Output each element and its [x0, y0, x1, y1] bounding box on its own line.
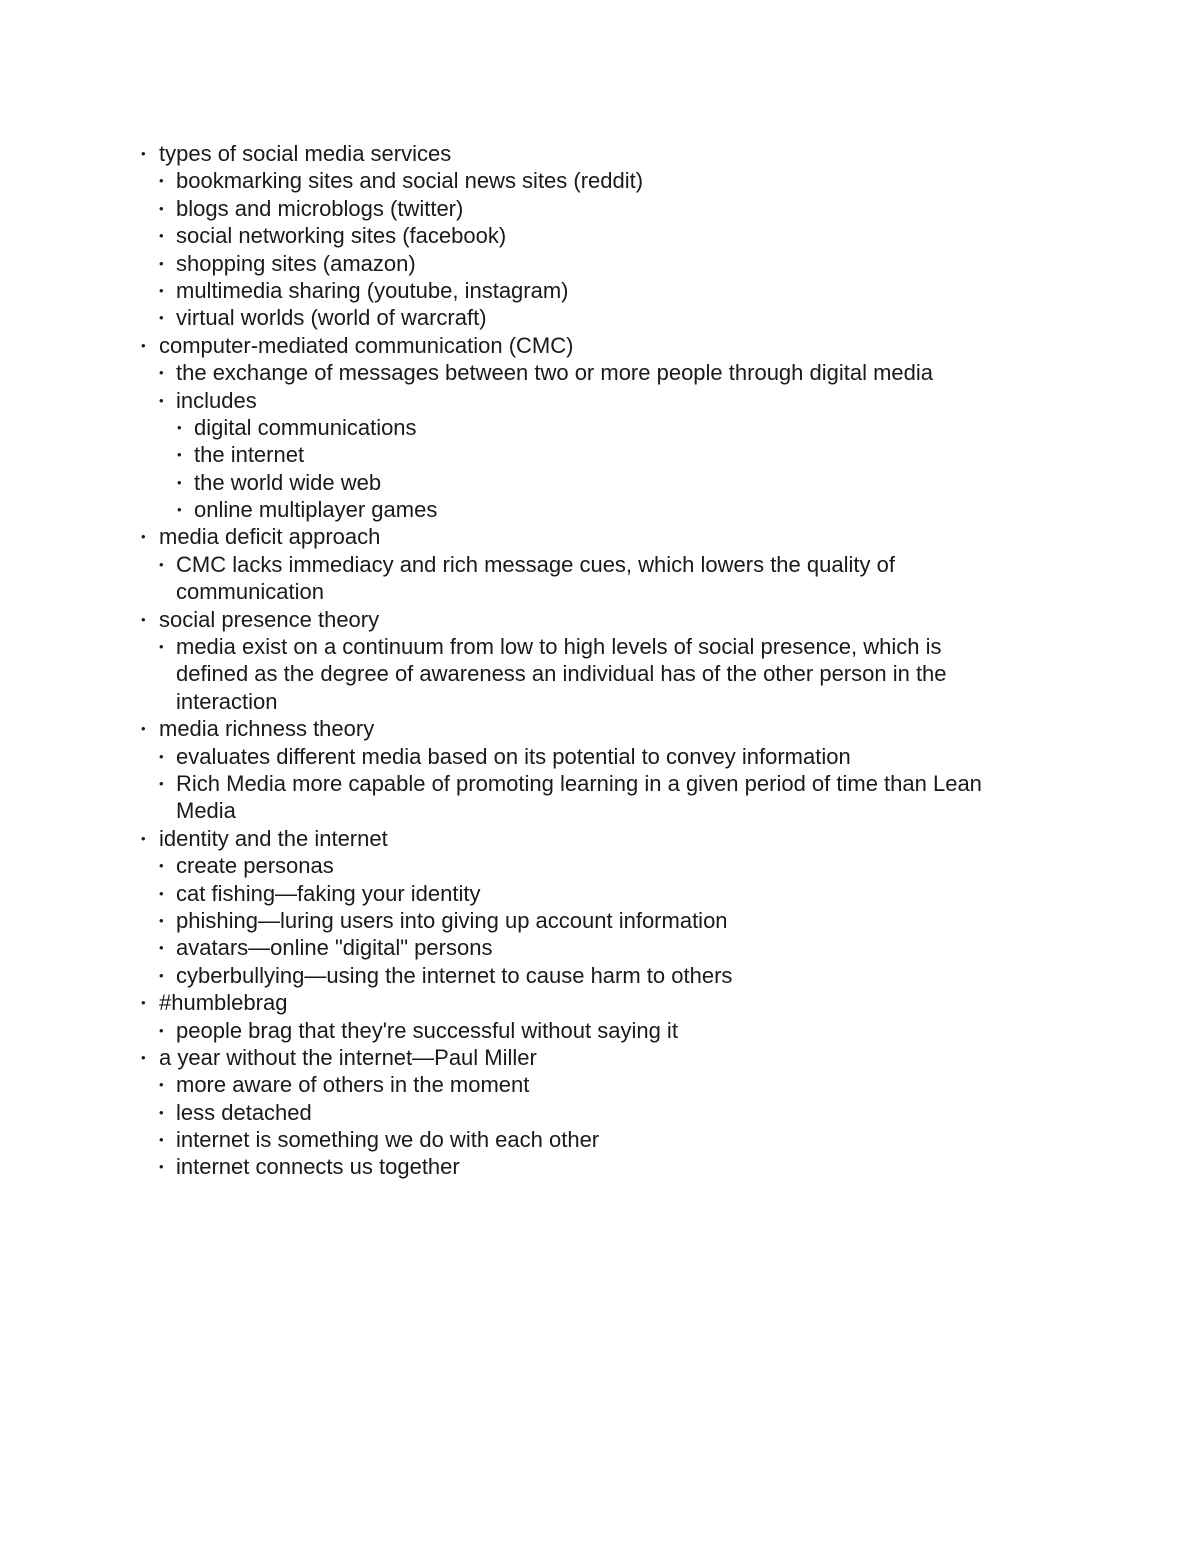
bullet-icon: •: [159, 1132, 164, 1148]
bullet-icon: •: [141, 337, 146, 353]
list-item-text: the world wide web: [194, 469, 382, 495]
list-item: [0, 304, 1200, 331]
list-item: [0, 496, 1200, 523]
bullet-icon: •: [159, 885, 164, 901]
list-item-text: virtual worlds (world of warcraft): [176, 305, 487, 331]
list-item: [0, 195, 1200, 222]
bullet-icon: •: [159, 556, 164, 572]
list-item-continuation: [0, 660, 1200, 687]
list-item-text: defined as the degree of awareness an individual has of the other person in the: [176, 661, 947, 687]
list-item: [0, 715, 1200, 742]
list-item-text: CMC lacks immediacy and rich message cues, which lowers the quality of: [176, 551, 895, 577]
list-item-text: identity and the internet: [159, 825, 388, 851]
list-item-text: people brag that they're successful without saying it: [176, 1017, 678, 1043]
list-item: [0, 523, 1200, 550]
list-item: [0, 633, 1200, 660]
list-item: [0, 167, 1200, 194]
list-item-text: bookmarking sites and social news sites (reddit): [176, 168, 644, 194]
list-item: [0, 359, 1200, 386]
bullet-icon: •: [159, 310, 164, 326]
list-item-text: media deficit approach: [159, 524, 381, 550]
bullet-icon: •: [159, 639, 164, 655]
list-item-text: more aware of others in the moment: [176, 1072, 530, 1098]
bullet-icon: •: [177, 447, 182, 463]
list-item-text: avatars—online "digital" persons: [176, 935, 493, 961]
list-item: [0, 770, 1200, 797]
list-item-continuation: [0, 797, 1200, 824]
bullet-icon: •: [159, 967, 164, 983]
list-item-text: Rich Media more capable of promoting learning in a given period of time than Lean: [176, 770, 982, 796]
bullet-icon: •: [141, 146, 146, 161]
list-item: [0, 880, 1200, 907]
list-item: [0, 1126, 1200, 1153]
bullet-icon: •: [159, 255, 164, 271]
list-item-text: computer-mediated communication (CMC): [159, 332, 574, 358]
bullet-icon: •: [177, 502, 182, 518]
list-item: [0, 989, 1200, 1016]
list-item: [0, 1044, 1200, 1071]
list-item: [0, 962, 1200, 989]
list-item-text: social presence theory: [159, 606, 380, 632]
bullet-icon: •: [141, 721, 146, 737]
list-item: [0, 277, 1200, 304]
list-item: [0, 140, 1200, 167]
document-outline: [0, 140, 1200, 1181]
list-item: [0, 551, 1200, 578]
list-item-text: shopping sites (amazon): [176, 250, 416, 276]
list-item: [0, 1153, 1200, 1180]
list-item: [0, 1017, 1200, 1044]
list-item-text: multimedia sharing (youtube, instagram): [176, 277, 569, 303]
list-item-text: internet is something we do with each other: [176, 1127, 600, 1153]
list-item-text: phishing—luring users into giving up account information: [176, 907, 728, 933]
list-item-text: internet connects us together: [176, 1154, 460, 1180]
list-item: [0, 332, 1200, 359]
list-item-text: the exchange of messages between two or more people through digital media: [176, 360, 934, 386]
list-item-text: less detached: [176, 1099, 312, 1125]
bullet-icon: •: [141, 529, 146, 545]
list-item-text: types of social media services: [159, 141, 452, 166]
bullet-icon: •: [159, 1159, 164, 1175]
bullet-icon: •: [159, 775, 164, 791]
list-item-text: blogs and microblogs (twitter): [176, 195, 464, 221]
bullet-icon: •: [159, 392, 164, 408]
list-item-text: includes: [176, 387, 257, 413]
list-item-text: social networking sites (facebook): [176, 223, 507, 249]
list-item-text: cat fishing—faking your identity: [176, 880, 481, 906]
bullet-icon: •: [159, 228, 164, 244]
list-item: [0, 606, 1200, 633]
bullet-icon: •: [159, 1077, 164, 1093]
list-item-text: the internet: [194, 442, 305, 468]
list-item-continuation: [0, 688, 1200, 715]
list-item-continuation: [0, 578, 1200, 605]
list-item: [0, 414, 1200, 441]
list-item: [0, 222, 1200, 249]
list-item: [0, 934, 1200, 961]
bullet-icon: •: [177, 474, 182, 490]
bullet-icon: •: [159, 365, 164, 381]
list-item-text: media exist on a continuum from low to high levels of social presence, which is: [176, 634, 942, 660]
bullet-icon: •: [141, 995, 146, 1011]
list-item-text: cyberbullying—using the internet to cause harm to others: [176, 962, 733, 988]
bullet-icon: •: [141, 611, 146, 627]
bullet-icon: •: [141, 830, 146, 846]
list-item-text: Media: [176, 798, 236, 824]
list-item: [0, 1071, 1200, 1098]
list-item: [0, 469, 1200, 496]
list-item-text: create personas: [176, 853, 334, 879]
list-item: [0, 250, 1200, 277]
list-item: [0, 852, 1200, 879]
list-item: [0, 907, 1200, 934]
bullet-icon: •: [159, 912, 164, 928]
list-item-text: evaluates different media based on its potential to convey information: [176, 743, 851, 769]
list-item: [0, 825, 1200, 852]
bullet-icon: •: [159, 1104, 164, 1120]
bullet-icon: •: [141, 1049, 146, 1065]
list-item: [0, 743, 1200, 770]
bullet-icon: •: [159, 173, 164, 189]
list-item: [0, 441, 1200, 468]
list-item-text: online multiplayer games: [194, 497, 438, 523]
bullet-icon: •: [159, 1022, 164, 1038]
list-item-text: #humblebrag: [159, 990, 288, 1016]
list-item-text: digital communications: [194, 414, 417, 440]
list-item-text: communication: [176, 579, 324, 605]
list-item-text: a year without the internet—Paul Miller: [159, 1044, 537, 1070]
bullet-icon: •: [159, 858, 164, 874]
bullet-icon: •: [159, 940, 164, 956]
list-item: [0, 387, 1200, 414]
list-item-text: media richness theory: [159, 716, 375, 742]
bullet-icon: •: [159, 200, 164, 216]
bullet-icon: •: [159, 282, 164, 298]
list-item-text: interaction: [176, 688, 278, 714]
list-item: [0, 1099, 1200, 1126]
bullet-icon: •: [159, 748, 164, 764]
bullet-icon: •: [177, 419, 182, 435]
